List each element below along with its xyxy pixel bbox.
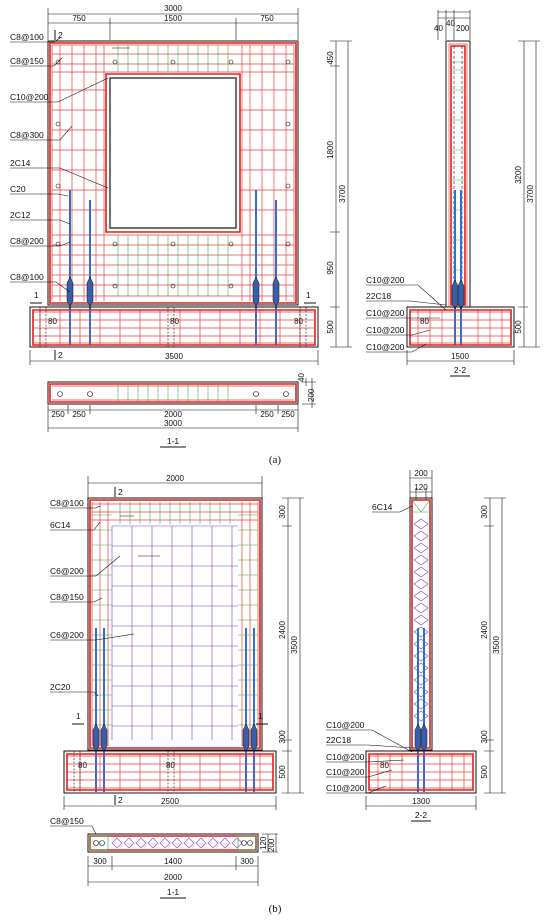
b11-dim-1: 1400: [164, 857, 182, 866]
a22-top-1: 40: [446, 19, 455, 28]
b-base-width: 2500: [161, 797, 179, 806]
b-base-mark-2: 80: [166, 761, 175, 770]
b-right-1: 2400: [278, 621, 287, 639]
a22-label-0: C10@200: [366, 275, 405, 285]
b-label-4: C6@200: [50, 630, 84, 640]
a-base-mark-1: 80: [48, 317, 57, 326]
a-dim-mid: 1500: [164, 14, 182, 23]
fig-a-caption: (a): [268, 454, 282, 466]
b-label-3: C8@150: [50, 592, 84, 602]
b-wall-outline: [88, 498, 262, 750]
a22-label-1: 22C18: [366, 291, 392, 301]
a-label-8: C8@100: [10, 272, 44, 282]
a11-dim-3: 250: [260, 410, 274, 419]
b22-title: 2-2: [414, 810, 428, 820]
a22-stem: [446, 41, 470, 307]
fig-b-section-11: [50, 816, 278, 898]
b-cut-top: 2: [118, 487, 123, 497]
a-label-5: C20: [10, 184, 26, 194]
a-right-dim-1: 450: [326, 51, 335, 65]
b22-top-0: 200: [414, 469, 428, 478]
a-right-total: 3700: [338, 185, 347, 203]
b-label-5: 2C20: [50, 682, 71, 692]
a11-title: 1-1: [166, 436, 180, 446]
a11-overall: 3000: [164, 419, 182, 428]
a-splice-symbols: [67, 277, 279, 306]
b-label-1: 6C14: [50, 520, 71, 530]
a-right-dim-3: 950: [326, 261, 335, 275]
fig-b-elevation: [50, 474, 304, 810]
b22-right-total: 3500: [492, 636, 501, 654]
b22-top-1: 120: [414, 483, 428, 492]
a11-dim-1: 250: [72, 410, 86, 419]
b11-side-1: 200: [267, 838, 276, 852]
b-right-total: 3500: [290, 636, 299, 654]
a-label-2: C10@200: [10, 92, 49, 102]
b11-side-0: 120: [259, 836, 268, 850]
b-label-2: C6@200: [50, 566, 84, 576]
a-base-mark-3: 80: [294, 317, 303, 326]
a-base: [30, 307, 318, 347]
b22-label-2: 22C18: [326, 735, 352, 745]
a-label-6: 2C12: [10, 210, 31, 220]
a-label-3: C8@300: [10, 130, 44, 140]
a-label-7: C8@200: [10, 236, 44, 246]
a-label-4: 2C14: [10, 158, 31, 168]
b22-right-3: 500: [480, 765, 489, 779]
fig-a-section-22: [366, 10, 540, 376]
b22-base-mark: 80: [380, 761, 389, 770]
a-dim-overall: 3000: [164, 4, 182, 13]
a11-dim-0: 250: [51, 410, 65, 419]
a-opening: [110, 78, 236, 228]
b22-base-width: 1300: [412, 797, 430, 806]
fig-b-caption: (b): [268, 903, 282, 915]
a-cut-bottom: 2: [58, 350, 63, 360]
b22-stem: [410, 498, 432, 750]
a-right-dim-4: 500: [326, 320, 335, 334]
a-right-dim-2: 1800: [326, 141, 335, 159]
b11-title: 1-1: [166, 887, 180, 897]
a-dim-left: 750: [72, 14, 86, 23]
a-dim-right: 750: [260, 14, 274, 23]
a22-base-mark: 80: [420, 317, 429, 326]
b11-overall: 2000: [164, 873, 182, 882]
a-base-mark-2: 80: [170, 317, 179, 326]
a22-top-2: 200: [456, 24, 470, 33]
b11-label: C8@150: [50, 816, 84, 826]
a11-dim-2: 2000: [164, 410, 182, 419]
a22-label-2: C10@200: [366, 308, 405, 318]
b11-dim-0: 300: [93, 857, 107, 866]
fig-b-section-22: [326, 469, 506, 821]
a-section-mark-left: 1: [34, 290, 39, 300]
a-base-width: 3500: [165, 352, 183, 361]
a11-side-0: 40: [297, 373, 306, 382]
b-base-mark-1: 80: [78, 761, 87, 770]
b22-label-0: 6C14: [372, 502, 393, 512]
a22-right-total: 3700: [526, 185, 535, 203]
a22-right-1: 500: [514, 320, 523, 334]
fig-a-elevation: [10, 4, 352, 365]
a22-label-3: C10@200: [366, 325, 405, 335]
b22-right-2: 300: [480, 730, 489, 744]
b22-label-4: C10@200: [326, 767, 365, 777]
a22-top-0: 40: [434, 24, 443, 33]
a11-dim-4: 250: [281, 410, 295, 419]
b-section-mark-left: 1: [76, 711, 81, 721]
b-section-mark-right: 1: [258, 711, 263, 721]
b22-label-5: C10@200: [326, 783, 365, 793]
a22-right-0: 3200: [514, 166, 523, 184]
b-top-dim: 2000: [166, 474, 184, 483]
b-right-0: 300: [278, 505, 287, 519]
b-label-0: C8@100: [50, 498, 84, 508]
a-section-mark-right: 1: [306, 290, 311, 300]
b22-label-3: C10@200: [326, 752, 365, 762]
a22-title: 2-2: [453, 365, 467, 375]
a-cut-top: 2: [58, 30, 63, 40]
b-cut-bottom: 2: [118, 795, 123, 805]
b22-right-1: 2400: [480, 621, 489, 639]
b-right-2: 300: [278, 730, 287, 744]
b22-right-0: 300: [480, 505, 489, 519]
b-right-3: 500: [278, 765, 287, 779]
a-label-1: C8@150: [10, 56, 44, 66]
a22-base-width: 1500: [451, 352, 469, 361]
a22-label-4: C10@200: [366, 342, 405, 352]
a11-side-1: 200: [307, 388, 316, 402]
b11-dim-2: 300: [240, 857, 254, 866]
a-label-0: C8@100: [10, 32, 44, 42]
fig-a-section-11: [48, 373, 316, 447]
b22-label-1: C10@200: [326, 720, 365, 730]
